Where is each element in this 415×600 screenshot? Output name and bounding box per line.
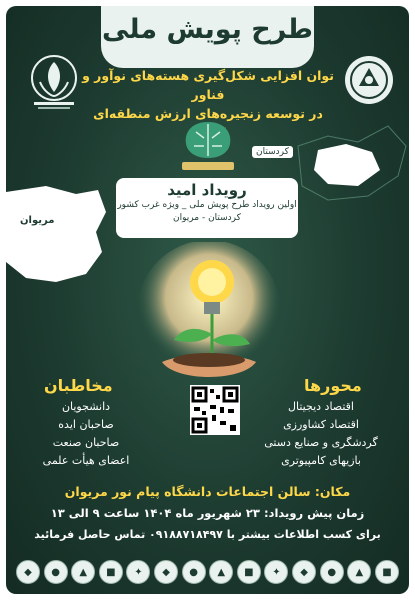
audience-heading: مخاطبان: [44, 376, 113, 395]
partner-logo-icon: ✦: [126, 560, 150, 584]
qr-code[interactable]: [190, 385, 240, 435]
brain-logo: [170, 116, 246, 174]
partner-logo-icon: ▲: [71, 560, 95, 584]
topic-item: بازیهای کامپیوتری: [281, 454, 361, 467]
poster: [6, 6, 409, 594]
audience-item: دانشجویان: [61, 400, 111, 413]
partner-logos: [12, 552, 403, 592]
light-bulb-illustration: [124, 242, 294, 392]
topics-heading: محورها: [304, 376, 362, 395]
event-title: رویداد امید: [167, 181, 247, 199]
partner-logo-icon: ◆: [16, 560, 40, 584]
mariwan-map: [6, 182, 116, 292]
partner-logo-icon: ●: [182, 560, 206, 584]
partner-logo-icon: ●: [44, 560, 68, 584]
poster-title: طرح پویش ملی: [102, 14, 313, 45]
subtitle-line-2: در توسعه زنجیره‌های ارزش منطقه‌ای: [93, 106, 323, 121]
kurdistan-map: [288, 116, 408, 206]
partner-logo-icon: ■: [99, 560, 123, 584]
event-description: اولین رویداد طرح پویش ملی _ ویژه غرب کشور: [117, 200, 297, 210]
event-location: کردستان - مریوان: [173, 213, 241, 223]
audience-item: اعضای هیأت علمی: [42, 454, 130, 467]
event-time: زمان پیش رویداد: ۲۳ شهریور ماه ۱۴۰۴ ساعت ۹ الی ۱۳: [50, 506, 365, 520]
partner-logo-icon: ■: [375, 560, 399, 584]
topic-item: گردشگری و صنایع دستی: [264, 436, 378, 449]
partner-logo-icon: ●: [320, 560, 344, 584]
kurdistan-label: کردستان: [252, 146, 293, 158]
mariwan-label: مریوان: [20, 215, 55, 226]
university-logo-right: [341, 52, 397, 112]
audience-item: صاحبان ایده: [58, 418, 114, 431]
partner-logo-icon: ◆: [292, 560, 316, 584]
contact-info: برای کسب اطلاعات بیشتر با ۰۹۱۸۸۷۱۸۴۹۷ تماس حاصل فرمائید: [34, 528, 381, 541]
partner-logo-icon: ✦: [264, 560, 288, 584]
event-box: [116, 178, 298, 238]
audience-item: صاحبان صنعت: [52, 436, 120, 449]
partner-logo-icon: ■: [237, 560, 261, 584]
topic-item: اقتصاد دیجیتال: [288, 400, 354, 413]
subtitle-line-1: توان افزایی شکل‌گیری هسته‌های نوآور و فناور: [82, 68, 334, 102]
partner-logo-icon: ◆: [154, 560, 178, 584]
partner-logo-icon: ▲: [209, 560, 233, 584]
partner-logo-icon: ▲: [347, 560, 371, 584]
organization-logo-left: [26, 52, 82, 112]
topic-item: اقتصاد کشاورزی: [283, 418, 359, 431]
event-venue: مکان: سالن اجتماعات دانشگاه پیام نور مریوان: [64, 484, 351, 499]
